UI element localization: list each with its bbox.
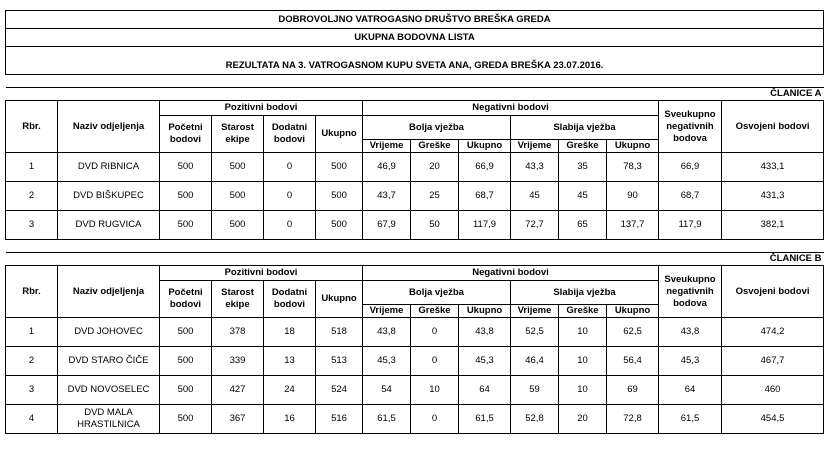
table-cell: 66,9 — [659, 153, 722, 182]
gap-cell — [6, 75, 824, 88]
col-negativni: Negativni bodovi — [363, 101, 659, 116]
section-label: ČLANICE A — [6, 88, 824, 101]
table-cell: 474,2 — [722, 318, 824, 347]
table-cell: 0 — [411, 405, 459, 434]
table-cell: 72,8 — [607, 405, 659, 434]
table-cell: 64 — [459, 376, 511, 405]
table-cell: 500 — [160, 318, 212, 347]
section-label: ČLANICE B — [6, 253, 824, 266]
table-cell: 45 — [511, 182, 559, 211]
table-cell: 3 — [6, 211, 58, 240]
col-pozitivni: Pozitivni bodovi — [160, 101, 363, 116]
score-sheet — [5, 10, 823, 434]
table-row — [6, 347, 824, 376]
table-cell: 0 — [264, 182, 316, 211]
table-cell: 10 — [411, 376, 459, 405]
col-pozitivni: Pozitivni bodovi — [160, 266, 363, 281]
table-cell: 24 — [264, 376, 316, 405]
table-cell: 52,8 — [511, 405, 559, 434]
table-cell: 433,1 — [722, 153, 824, 182]
table-cell: 50 — [411, 211, 459, 240]
table-cell: 45,3 — [459, 347, 511, 376]
table-cell: 500 — [316, 182, 363, 211]
table-cell: 339 — [212, 347, 264, 376]
table-cell: 500 — [160, 405, 212, 434]
table-cell: 72,7 — [511, 211, 559, 240]
list-title: UKUPNA BODOVNA LISTA — [6, 29, 824, 47]
table-cell: 500 — [212, 211, 264, 240]
table-cell: 382,1 — [722, 211, 824, 240]
table-cell: 43,7 — [363, 182, 411, 211]
col-starost: Starost ekipe — [212, 281, 264, 318]
table-cell: 10 — [559, 376, 607, 405]
team-name: DVD RIBNICA — [58, 153, 160, 182]
table-row — [6, 376, 824, 405]
table-cell: 0 — [411, 318, 459, 347]
table-cell: 1 — [6, 153, 58, 182]
table-cell: 78,3 — [607, 153, 659, 182]
header-row — [6, 266, 824, 281]
table-cell: 43,8 — [459, 318, 511, 347]
table-cell: 68,7 — [659, 182, 722, 211]
table-cell: 68,7 — [459, 182, 511, 211]
table-cell: 20 — [411, 153, 459, 182]
col-slabija: Slabija vježba — [511, 281, 659, 305]
team-name: DVD JOHOVEC — [58, 318, 160, 347]
table-cell: 46,9 — [363, 153, 411, 182]
col-greske: Greške — [411, 140, 459, 153]
table-cell: 0 — [411, 347, 459, 376]
col-bolja: Bolja vježba — [363, 281, 511, 305]
col-greske: Greške — [559, 305, 607, 318]
table-cell: 1 — [6, 318, 58, 347]
table-cell: 2 — [6, 182, 58, 211]
col-vrijeme: Vrijeme — [363, 305, 411, 318]
table-cell: 516 — [316, 405, 363, 434]
section-gap — [6, 240, 824, 253]
table-cell: 513 — [316, 347, 363, 376]
table-cell: 500 — [316, 211, 363, 240]
col-ukupno: Ukupno — [459, 305, 511, 318]
col-naziv: Naziv odjeljenja — [58, 101, 160, 153]
table-cell: 4 — [6, 405, 58, 434]
table-cell: 500 — [212, 182, 264, 211]
table-cell: 500 — [160, 347, 212, 376]
col-ukupno: Ukupno — [316, 281, 363, 318]
col-bolja: Bolja vježba — [363, 116, 511, 140]
col-sveukupno: Sveukupno negativnih bodova — [659, 101, 722, 153]
gap-cell — [6, 240, 824, 253]
col-naziv: Naziv odjeljenja — [58, 266, 160, 318]
col-rbr: Rbr. — [6, 101, 58, 153]
table-cell: 67,9 — [363, 211, 411, 240]
table-cell: 35 — [559, 153, 607, 182]
col-negativni: Negativni bodovi — [363, 266, 659, 281]
table-cell: 69 — [607, 376, 659, 405]
header-row — [6, 101, 824, 116]
table-cell: 10 — [559, 318, 607, 347]
section-label-row — [6, 253, 824, 266]
col-ukupno: Ukupno — [459, 140, 511, 153]
table-cell: 518 — [316, 318, 363, 347]
table-cell: 43,8 — [363, 318, 411, 347]
col-greske: Greške — [411, 305, 459, 318]
table-cell: 137,7 — [607, 211, 659, 240]
col-pocetni: Početni bodovi — [160, 116, 212, 153]
col-pocetni: Početni bodovi — [160, 281, 212, 318]
table-cell: 378 — [212, 318, 264, 347]
table-cell: 43,8 — [659, 318, 722, 347]
table-cell: 90 — [607, 182, 659, 211]
table-cell: 431,3 — [722, 182, 824, 211]
table-row — [6, 182, 824, 211]
table-row — [6, 318, 824, 347]
col-slabija: Slabija vježba — [511, 116, 659, 140]
table-cell: 0 — [264, 211, 316, 240]
table-cell: 467,7 — [722, 347, 824, 376]
table-cell: 64 — [659, 376, 722, 405]
table-cell: 61,5 — [459, 405, 511, 434]
col-osvojeni: Osvojeni bodovi — [722, 266, 824, 318]
table-cell: 65 — [559, 211, 607, 240]
table-cell: 454,5 — [722, 405, 824, 434]
table-cell: 45,3 — [363, 347, 411, 376]
col-ukupno: Ukupno — [607, 305, 659, 318]
section-label-row — [6, 88, 824, 101]
col-rbr: Rbr. — [6, 266, 58, 318]
table-cell: 59 — [511, 376, 559, 405]
table-cell: 367 — [212, 405, 264, 434]
table-cell: 20 — [559, 405, 607, 434]
event-title: REZULTATA NA 3. VATROGASNOM KUPU SVETA ANA, GREDA BREŠKA 23.07.2016. — [6, 57, 824, 75]
table-row — [6, 405, 824, 434]
table-cell: 13 — [264, 347, 316, 376]
table-cell: 61,5 — [659, 405, 722, 434]
team-name: DVD BIŠKUPEC — [58, 182, 160, 211]
table-cell: 66,9 — [459, 153, 511, 182]
table-cell: 500 — [160, 153, 212, 182]
table-cell: 500 — [160, 182, 212, 211]
col-vrijeme: Vrijeme — [363, 140, 411, 153]
table-cell: 117,9 — [659, 211, 722, 240]
spacer — [6, 47, 824, 58]
organization-title: DOBROVOLJNO VATROGASNO DRUŠTVO BREŠKA GREDA — [6, 11, 824, 29]
table-cell: 500 — [316, 153, 363, 182]
table-cell: 45,3 — [659, 347, 722, 376]
results-table — [5, 10, 824, 434]
col-dodatni: Dodatni bodovi — [264, 116, 316, 153]
col-osvojeni: Osvojeni bodovi — [722, 101, 824, 153]
table-cell: 61,5 — [363, 405, 411, 434]
team-name: DVD STARO ČIČE — [58, 347, 160, 376]
team-name: DVD NOVOSELEC — [58, 376, 160, 405]
table-cell: 500 — [160, 376, 212, 405]
table-row — [6, 211, 824, 240]
table-cell: 3 — [6, 376, 58, 405]
table-cell: 524 — [316, 376, 363, 405]
table-cell: 500 — [160, 211, 212, 240]
table-cell: 0 — [264, 153, 316, 182]
table-cell: 25 — [411, 182, 459, 211]
col-starost: Starost ekipe — [212, 116, 264, 153]
table-cell: 56,4 — [607, 347, 659, 376]
table-cell: 52,5 — [511, 318, 559, 347]
table-cell: 460 — [722, 376, 824, 405]
table-row — [6, 153, 824, 182]
col-ukupno: Ukupno — [607, 140, 659, 153]
table-cell: 427 — [212, 376, 264, 405]
table-cell: 10 — [559, 347, 607, 376]
col-ukupno: Ukupno — [316, 116, 363, 153]
table-cell: 500 — [212, 153, 264, 182]
section-gap — [6, 75, 824, 88]
table-cell: 46,4 — [511, 347, 559, 376]
team-name: DVD RUGVICA — [58, 211, 160, 240]
table-cell: 18 — [264, 318, 316, 347]
table-cell: 62,5 — [607, 318, 659, 347]
col-dodatni: Dodatni bodovi — [264, 281, 316, 318]
col-greske: Greške — [559, 140, 607, 153]
col-vrijeme: Vrijeme — [511, 140, 559, 153]
col-vrijeme: Vrijeme — [511, 305, 559, 318]
table-cell: 43,3 — [511, 153, 559, 182]
table-cell: 45 — [559, 182, 607, 211]
table-cell: 16 — [264, 405, 316, 434]
col-sveukupno: Sveukupno negativnih bodova — [659, 266, 722, 318]
table-cell: 2 — [6, 347, 58, 376]
table-cell: 54 — [363, 376, 411, 405]
team-name: DVD MALA HRASTILNICA — [58, 405, 160, 434]
table-cell: 117,9 — [459, 211, 511, 240]
